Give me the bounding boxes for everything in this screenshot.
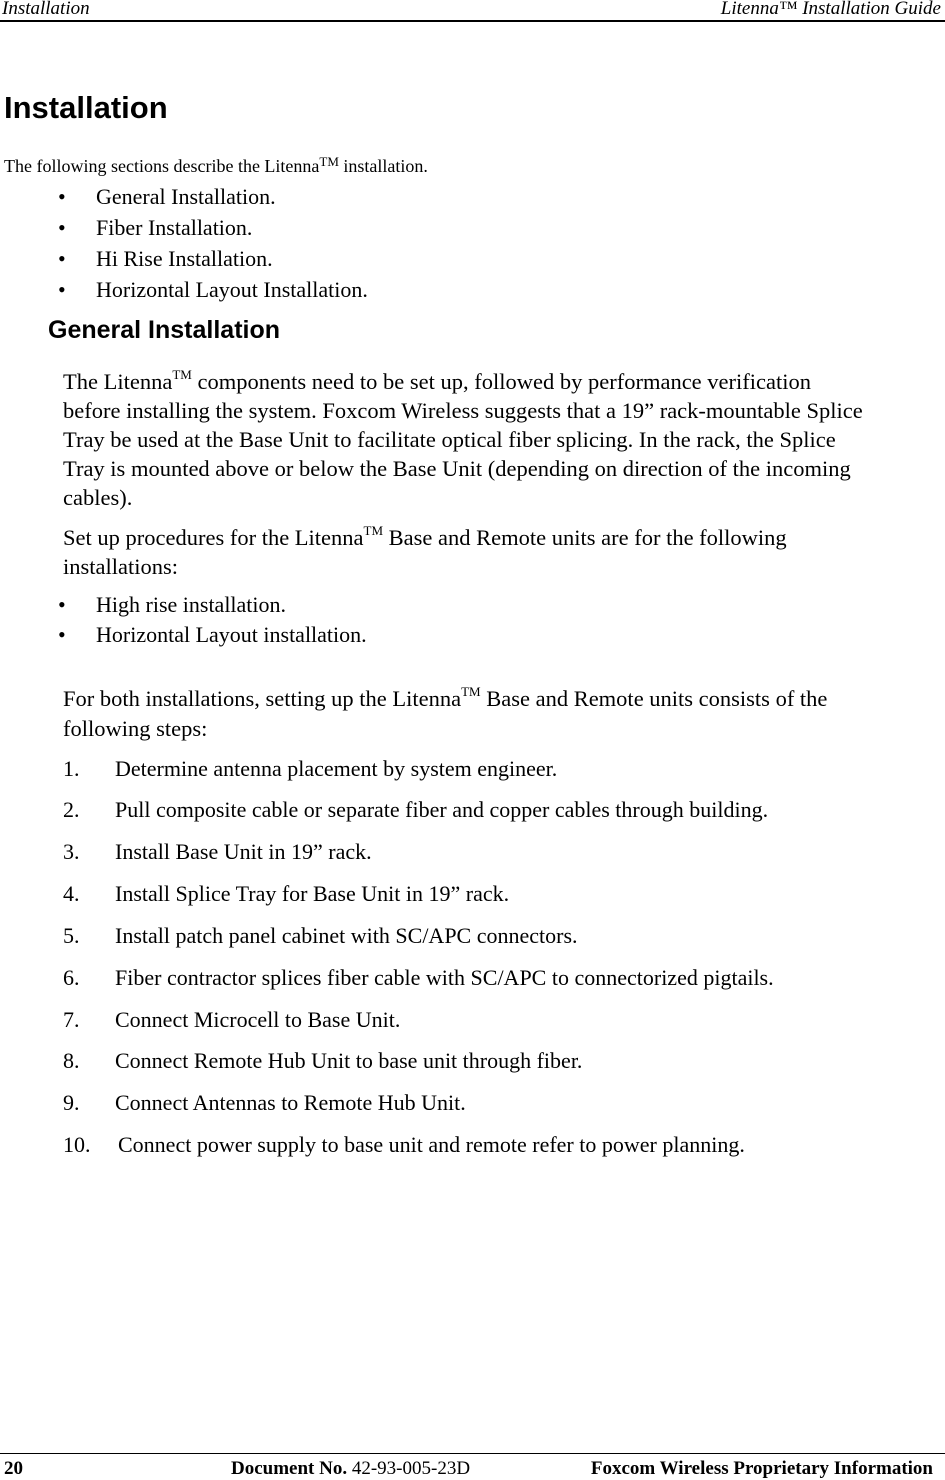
paragraph-line: Tray be used at the Base Unit to facilitate optical fiber splicing. In the rack, the Splice (63, 427, 836, 452)
footer-rule (0, 1453, 945, 1454)
bullet-icon: • (58, 215, 66, 240)
p2-line1: Base and Remote units are for the following (383, 525, 787, 550)
paragraph-line (63, 525, 787, 551)
p2-tm: TM (363, 523, 384, 538)
list-item: Horizontal Layout Installation. (96, 277, 368, 302)
step-text: Connect Remote Hub Unit to base unit through fiber. (115, 1048, 583, 1073)
p3-pre: For both installations, setting up the Litenna (63, 686, 462, 711)
p2-pre: Set up procedures for the Litenna (63, 525, 364, 550)
step-number: 9. (63, 1090, 80, 1115)
header-guide-title: Litenna™ Installation Guide (720, 0, 941, 19)
step-number: 4. (63, 881, 80, 906)
step-number: 3. (63, 839, 80, 864)
paragraph-line: installations: (63, 554, 178, 579)
paragraph-line: before installing the system. Foxcom Wireless suggests that a 19” rack-mountable Splice (63, 398, 863, 423)
intro-pre: The following sections describe the Litenna (4, 156, 320, 176)
intro-text (4, 156, 428, 177)
step-text: Connect Antennas to Remote Hub Unit. (115, 1090, 466, 1115)
step-number: 2. (63, 797, 80, 822)
bullet-icon: • (58, 622, 66, 647)
step-number: 1. (63, 756, 80, 781)
p1-pre: The Litenna (63, 369, 173, 394)
step-text: Install patch panel cabinet with SC/APC connectors. (115, 923, 578, 948)
paragraph-line: Tray is mounted above or below the Base Unit (depending on direction of the incoming (63, 456, 851, 481)
step-text: Connect power supply to base unit and remote refer to power planning. (118, 1132, 745, 1157)
bullet-icon: • (58, 246, 66, 271)
step-text: Connect Microcell to Base Unit. (115, 1007, 401, 1032)
bullet-icon: • (58, 184, 66, 209)
step-text: Install Splice Tray for Base Unit in 19” rack. (115, 881, 510, 906)
section-heading: General Installation (48, 316, 281, 344)
header-rule (0, 20, 945, 22)
paragraph-line (63, 369, 811, 395)
p1-line1: components need to be set up, followed by performance verification (191, 369, 811, 394)
page-number: 20 (4, 1458, 23, 1479)
intro-post: installation. (338, 156, 428, 176)
step-number: 8. (63, 1048, 80, 1073)
intro-tm: TM (319, 154, 339, 169)
header-section-name: Installation (2, 0, 90, 19)
paragraph-line: cables). (63, 485, 133, 510)
paragraph-line (63, 686, 827, 712)
list-item: General Installation. (96, 184, 276, 209)
doc-number: 42-93-005-23D (347, 1458, 471, 1479)
document-number (231, 1458, 470, 1480)
step-text: Fiber contractor splices fiber cable with SC/APC to connectorized pigtails. (115, 965, 774, 990)
step-number: 10. (63, 1132, 91, 1157)
list-item: High rise installation. (96, 592, 287, 617)
paragraph-line: following steps: (63, 716, 208, 741)
step-text: Pull composite cable or separate fiber and copper cables through building. (115, 797, 769, 822)
p1-tm: TM (172, 367, 192, 382)
list-item: Hi Rise Installation. (96, 246, 273, 271)
step-text: Determine antenna placement by system engineer. (115, 756, 558, 781)
page-title: Installation (4, 90, 168, 125)
proprietary-notice: Foxcom Wireless Proprietary Information (590, 1458, 933, 1479)
doc-label: Document No. (231, 1458, 348, 1479)
step-number: 5. (63, 923, 80, 948)
step-number: 6. (63, 965, 80, 990)
bullet-icon: • (58, 277, 66, 302)
step-text: Install Base Unit in 19” rack. (115, 839, 372, 864)
list-item: Horizontal Layout installation. (96, 622, 367, 647)
bullet-icon: • (58, 592, 66, 617)
list-item: Fiber Installation. (96, 215, 253, 240)
p3-tm: TM (461, 684, 481, 699)
p3-line1: Base and Remote units consists of the (480, 686, 828, 711)
step-number: 7. (63, 1007, 80, 1032)
